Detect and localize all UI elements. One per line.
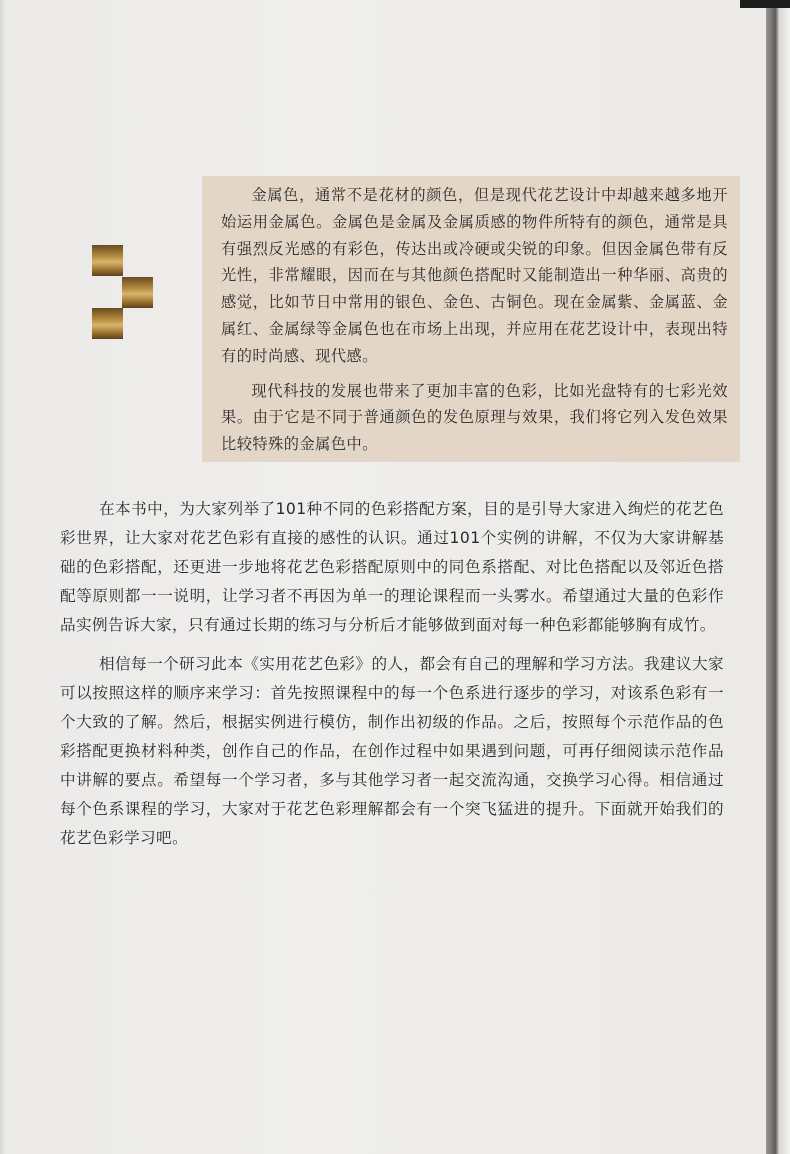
page-gutter-shadow [0,0,6,1154]
main-body-text [60,495,724,863]
gold-square-ornament [122,277,153,308]
page-edge [766,0,790,1154]
metallic-color-sidebar-box [202,176,740,462]
page-corner [740,0,790,8]
body-paragraph: 相信每一个研习此本《实用花艺色彩》的人，都会有自己的理解和学习方法。我建议大家可以按照这样的顺序来学习：首先按照课程中的每一个色系进行逐步的学习，对该系色彩有一个大致的了解。然后，根据实例进行模仿，制作出初级的作品。之后，按照每个示范作品的色彩搭配更换材料种类，创作自己的作品，在创作过程中如果遇到问题，可再仔细阅读示范作品中讲解的要点。希望每一个学习者，多与其他学习者一起交流沟通，交换学习心得。相信通过每个色系课程的学习，大家对于花艺色彩理解都会有一个突飞猛进的提升。下面就开始我们的花艺色彩学习吧。 [60,655,724,847]
body-paragraph: 在本书中，为大家列举了101种不同的色彩搭配方案，目的是引导大家进入绚烂的花艺色彩世界，让大家对花艺色彩有直接的感性的认识。通过101个实例的讲解，不仅为大家讲解基础的色彩搭配，还更进一步地将花艺色彩搭配原则中的同色系搭配、对比色搭配以及邻近色搭配等原则都一一说明，让学习者不再因为单一的理论课程而一头雾水。希望通过大量的色彩作品实例告诉大家，只有通过长期的练习与分析后才能够做到面对每一种色彩都能够胸有成竹。 [60,500,724,634]
gold-square-ornament [92,308,123,339]
sidebar-paragraph: 现代科技的发展也带来了更加丰富的色彩，比如光盘特有的七彩光效果。由于它是不同于普通颜色的发色原理与效果，我们将它列入发色效果比较特殊的金属色中。 [221,381,728,454]
gold-square-ornament [92,245,123,276]
sidebar-paragraph: 金属色，通常不是花材的颜色，但是现代花艺设计中却越来越多地开始运用金属色。金属色是金属及金属质感的物件所特有的颜色，通常是具有强烈反光感的有彩色，传达出或冷硬或尖锐的印象。但因金属色带有反光性，非常耀眼，因而在与其他颜色搭配时又能制造出一种华丽、高贵的感觉，比如节日中常用的银色、金色、古铜色。现在金属紫、金属蓝、金属红、金属绿等金属色也在市场上出现，并应用在花艺设计中，表现出特有的时尚感、现代感。 [221,186,728,365]
